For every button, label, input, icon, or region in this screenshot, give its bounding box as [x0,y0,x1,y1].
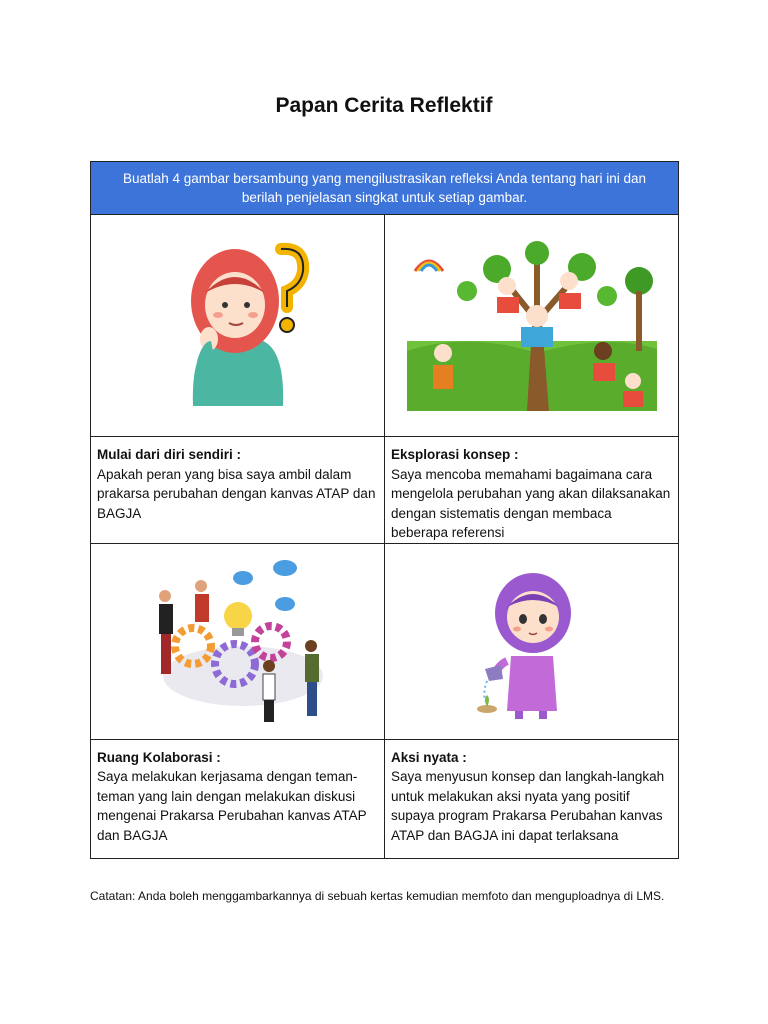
cell-heading-1: Mulai dari diri sendiri : [97,447,242,462]
thinking-girl-question-icon [163,241,313,411]
text-cell-2 [385,437,679,544]
text-cell-1 [91,437,385,544]
cell-heading-2: Eksplorasi konsep : [391,447,519,462]
cell-heading-3: Ruang Kolaborasi : [97,749,221,765]
children-reading-tree-icon [407,241,657,411]
girl-watering-plant-icon [477,561,587,721]
story-board-table [90,161,679,859]
cell-text-1: Apakah peran yang bisa saya ambil dalam prakarsa perubahan dengan kanvas ATAP dan BAGJA [97,466,376,521]
footnote: Catatan: Anda boleh menggambarkannya di sebuah kertas kemudian memfoto dan menguploadnya di LMS. [90,889,665,903]
image-cell-2 [385,215,679,437]
page-title: Papan Cerita Reflektif [275,94,493,117]
cell-heading-4: Aksi nyata : [391,749,467,765]
cell-text-3: Saya melakukan kerjasama dengan teman-teman yang lain dengan melakukan diskusi mengenai Prakarsa Perubahan kanvas ATAP dan BAGJA [97,769,367,843]
image-cell-4 [385,543,679,739]
instruction-header: Buatlah 4 gambar bersambung yang mengilustrasikan refleksi Anda tentang hari ini dan berilah penjelasan singkat untuk setiap gambar. [91,162,679,215]
team-gears-collaboration-icon [143,556,333,726]
cell-text-2: Saya mencoba memahami bagaimana cara mengelola perubahan yang akan dilaksanakan dengan sistematis dengan membaca beberapa referensi [391,466,671,540]
text-cell-3 [91,739,385,858]
text-cell-4 [385,739,679,858]
image-cell-3 [91,543,385,739]
cell-text-4: Saya menyusun konsep dan langkah-langkah untuk melakukan aksi nyata yang positif supaya program Prakarsa Perubahan kanvas ATAP dan BAGJA ini dapat terlaksana [391,769,665,843]
image-cell-1 [91,215,385,437]
